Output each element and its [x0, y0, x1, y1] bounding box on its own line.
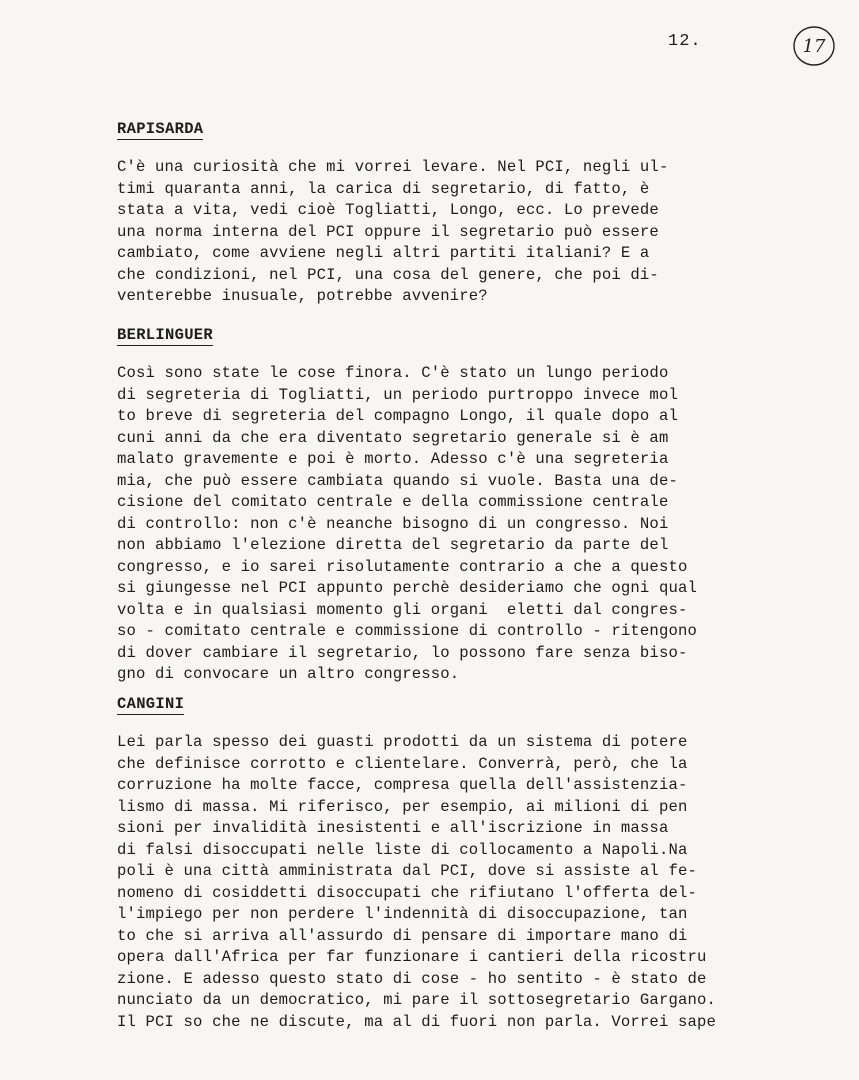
text-line: una norma interna del PCI oppure il segretario può essere	[117, 222, 659, 241]
speaker-name: BERLINGUER	[117, 326, 214, 344]
text-line: zione. E adesso questo stato di cose - ho sentito - è stato de	[117, 969, 707, 988]
speech-text	[117, 363, 817, 686]
speaker-name: RAPISARDA	[117, 120, 204, 138]
text-line: congresso, e io sarei risolutamente contrario a che a questo	[117, 557, 688, 576]
text-line: si giungesse nel PCI appunto perchè desideriamo che ogni qual	[117, 579, 697, 597]
text-line: di falsi disoccupati nelle liste di collocamento a Napoli.Na	[117, 840, 688, 859]
text-line: di segreteria di Togliatti, un periodo purtroppo invece mol	[117, 385, 678, 404]
text-line: poli è una città amministrata dal PCI, dove si assiste al fe-	[117, 862, 697, 880]
text-line: cuni anni da che era diventato segretario generale si è am	[117, 428, 669, 447]
text-line: malato gravemente e poi è morto. Adesso c'è una segreteria	[117, 450, 669, 468]
text-line: non abbiamo l'elezione diretta del segretario da parte del	[117, 536, 669, 554]
speech-cangini	[117, 695, 817, 1033]
text-line: to che si arriva all'assurdo di pensare di importare mano di	[117, 926, 688, 945]
text-line: gno di convocare un altro congresso.	[117, 665, 460, 683]
text-line: volta e in qualsiasi momento gli organi eletti dal congres-	[117, 600, 688, 619]
page-number: 12.	[668, 32, 702, 51]
text-line: timi quaranta anni, la carica di segretario, di fatto, è	[117, 179, 650, 198]
archive-stamp	[792, 24, 836, 68]
text-line: opera dall'Africa per far funzionare i cantieri della ricostru	[117, 948, 707, 966]
speech-rapisarda	[117, 120, 817, 308]
speech-text	[117, 157, 817, 308]
text-line: nomeno di cosiddetti disoccupati che rifiutano l'offerta del-	[117, 883, 697, 902]
text-line: Così sono state le cose finora. C'è stato un lungo periodo	[117, 364, 669, 382]
text-line: Il PCI so che ne discute, ma al di fuori non parla. Vorrei sape	[117, 1012, 716, 1031]
text-line: so - comitato centrale e commissione di controllo - ritengono	[117, 622, 697, 640]
text-line: l'impiego per non perdere l'indennità di disoccupazione, tan	[117, 905, 688, 923]
text-line: stata a vita, vedi cioè Togliatti, Longo, ecc. Lo prevede	[117, 201, 659, 219]
speaker-name: CANGINI	[117, 695, 185, 713]
speech-berlinguer	[117, 326, 817, 686]
text-line: corruzione ha molte facce, compresa quella dell'assistenzia-	[117, 776, 688, 794]
text-line: sioni per invalidità inesistenti e all'iscrizione in massa	[117, 819, 669, 837]
text-line: che condizioni, nel PCI, una cosa del genere, che poi di-	[117, 265, 659, 284]
text-line: C'è una curiosità che mi vorrei levare. Nel PCI, negli ul-	[117, 158, 669, 176]
text-line: che definisce corrotto e clientelare. Converrà, però, che la	[117, 754, 688, 773]
text-line: cisione del comitato centrale e della commissione centrale	[117, 493, 669, 511]
text-line: lismo di massa. Mi riferisco, per esempio, ai milioni di pen	[117, 797, 688, 816]
text-line: cambiato, come avviene negli altri partiti italiani? E a	[117, 244, 650, 262]
speech-text	[117, 732, 817, 1033]
text-line: di dover cambiare il segretario, lo possono fare senza biso-	[117, 643, 688, 662]
text-line: mia, che può essere cambiata quando si vuole. Basta una de-	[117, 471, 678, 490]
stamp-number: 17	[802, 36, 826, 57]
text-line: nunciato da un democratico, mi pare il sottosegretario Gargano.	[117, 991, 716, 1009]
text-line: Lei parla spesso dei guasti prodotti da un sistema di potere	[117, 733, 688, 751]
text-line: di controllo: non c'è neanche bisogno di un congresso. Noi	[117, 514, 669, 533]
text-line: venterebbe inusuale, potrebbe avvenire?	[117, 287, 488, 305]
text-line: to breve di segreteria del compagno Longo, il quale dopo al	[117, 407, 678, 425]
